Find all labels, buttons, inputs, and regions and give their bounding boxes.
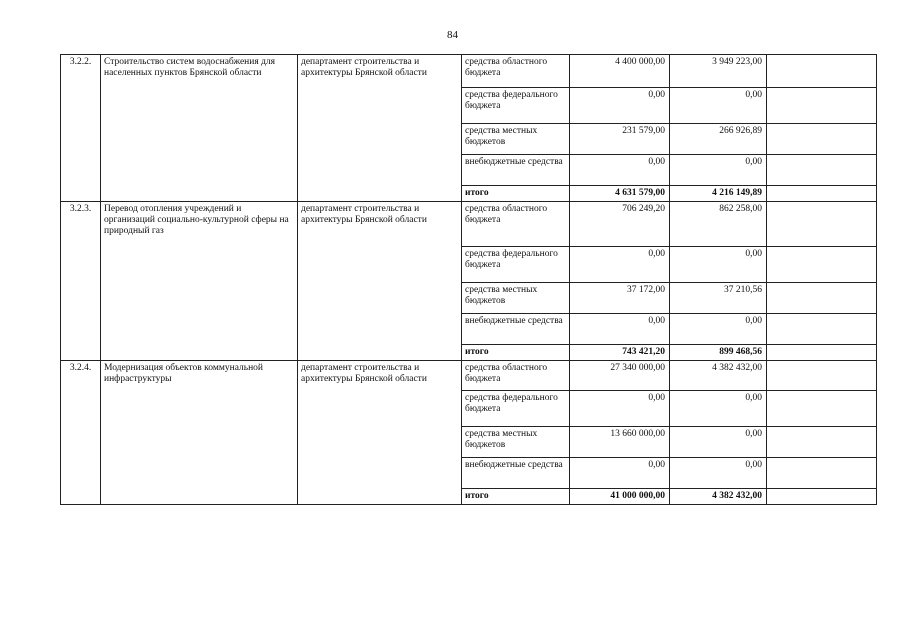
- funding-source: средства федерального бюджета: [462, 391, 570, 427]
- amount-extra: [767, 314, 877, 345]
- item-name: Строительство систем водоснабжения для населенных пунктов Брянской области: [101, 55, 298, 202]
- amount-actual: 4 216 149,89: [670, 186, 767, 202]
- amount-actual: 4 382 432,00: [670, 361, 767, 391]
- funding-source: средства местных бюджетов: [462, 124, 570, 155]
- amount-planned: 0,00: [570, 391, 670, 427]
- amount-actual: 4 382 432,00: [670, 489, 767, 505]
- amount-planned: 37 172,00: [570, 283, 670, 314]
- funding-source: средства местных бюджетов: [462, 283, 570, 314]
- item-executor: департамент строительства и архитектуры Брянской области: [298, 361, 462, 505]
- amount-planned: 0,00: [570, 314, 670, 345]
- amount-actual: 0,00: [670, 458, 767, 489]
- amount-actual: 37 210,56: [670, 283, 767, 314]
- amount-planned: 0,00: [570, 247, 670, 283]
- amount-planned: 231 579,00: [570, 124, 670, 155]
- amount-planned: 27 340 000,00: [570, 361, 670, 391]
- amount-planned: 0,00: [570, 88, 670, 124]
- amount-extra: [767, 391, 877, 427]
- amount-actual: 0,00: [670, 88, 767, 124]
- item-code: 3.2.3.: [61, 202, 101, 361]
- budget-table: [60, 54, 877, 505]
- amount-planned: 13 660 000,00: [570, 427, 670, 458]
- amount-extra: [767, 55, 877, 88]
- amount-extra: [767, 202, 877, 247]
- amount-extra: [767, 283, 877, 314]
- table-row: [61, 55, 877, 88]
- amount-extra: [767, 247, 877, 283]
- amount-actual: 899 468,56: [670, 345, 767, 361]
- amount-planned: 4 631 579,00: [570, 186, 670, 202]
- funding-source: средства областного бюджета: [462, 55, 570, 88]
- amount-planned: 0,00: [570, 155, 670, 186]
- amount-extra: [767, 345, 877, 361]
- amount-planned: 743 421,20: [570, 345, 670, 361]
- funding-source: итого: [462, 489, 570, 505]
- funding-source: внебюджетные средства: [462, 314, 570, 345]
- funding-source: средства областного бюджета: [462, 361, 570, 391]
- funding-source: внебюджетные средства: [462, 458, 570, 489]
- amount-extra: [767, 124, 877, 155]
- amount-actual: 0,00: [670, 427, 767, 458]
- table-row: [61, 202, 877, 247]
- amount-extra: [767, 186, 877, 202]
- funding-source: итого: [462, 345, 570, 361]
- amount-actual: 266 926,89: [670, 124, 767, 155]
- amount-extra: [767, 458, 877, 489]
- amount-planned: 4 400 000,00: [570, 55, 670, 88]
- amount-extra: [767, 427, 877, 458]
- funding-source: средства федерального бюджета: [462, 88, 570, 124]
- amount-planned: 41 000 000,00: [570, 489, 670, 505]
- item-code: 3.2.2.: [61, 55, 101, 202]
- item-name: Модернизация объектов коммунальной инфраструктуры: [101, 361, 298, 505]
- item-executor: департамент строительства и архитектуры Брянской области: [298, 202, 462, 361]
- amount-extra: [767, 88, 877, 124]
- amount-actual: 0,00: [670, 314, 767, 345]
- amount-actual: 3 949 223,00: [670, 55, 767, 88]
- amount-actual: 0,00: [670, 391, 767, 427]
- amount-planned: 706 249,20: [570, 202, 670, 247]
- funding-source: средства федерального бюджета: [462, 247, 570, 283]
- amount-actual: 862 258,00: [670, 202, 767, 247]
- amount-extra: [767, 361, 877, 391]
- amount-planned: 0,00: [570, 458, 670, 489]
- page-number: 84: [447, 29, 458, 41]
- funding-source: внебюджетные средства: [462, 155, 570, 186]
- table-row: [61, 361, 877, 391]
- amount-extra: [767, 489, 877, 505]
- item-executor: департамент строительства и архитектуры Брянской области: [298, 55, 462, 202]
- funding-source: средства местных бюджетов: [462, 427, 570, 458]
- funding-source: средства областного бюджета: [462, 202, 570, 247]
- amount-actual: 0,00: [670, 155, 767, 186]
- amount-actual: 0,00: [670, 247, 767, 283]
- item-name: Перевод отопления учреждений и организаций социально-культурной сферы на природный газ: [101, 202, 298, 361]
- amount-extra: [767, 155, 877, 186]
- funding-source: итого: [462, 186, 570, 202]
- item-code: 3.2.4.: [61, 361, 101, 505]
